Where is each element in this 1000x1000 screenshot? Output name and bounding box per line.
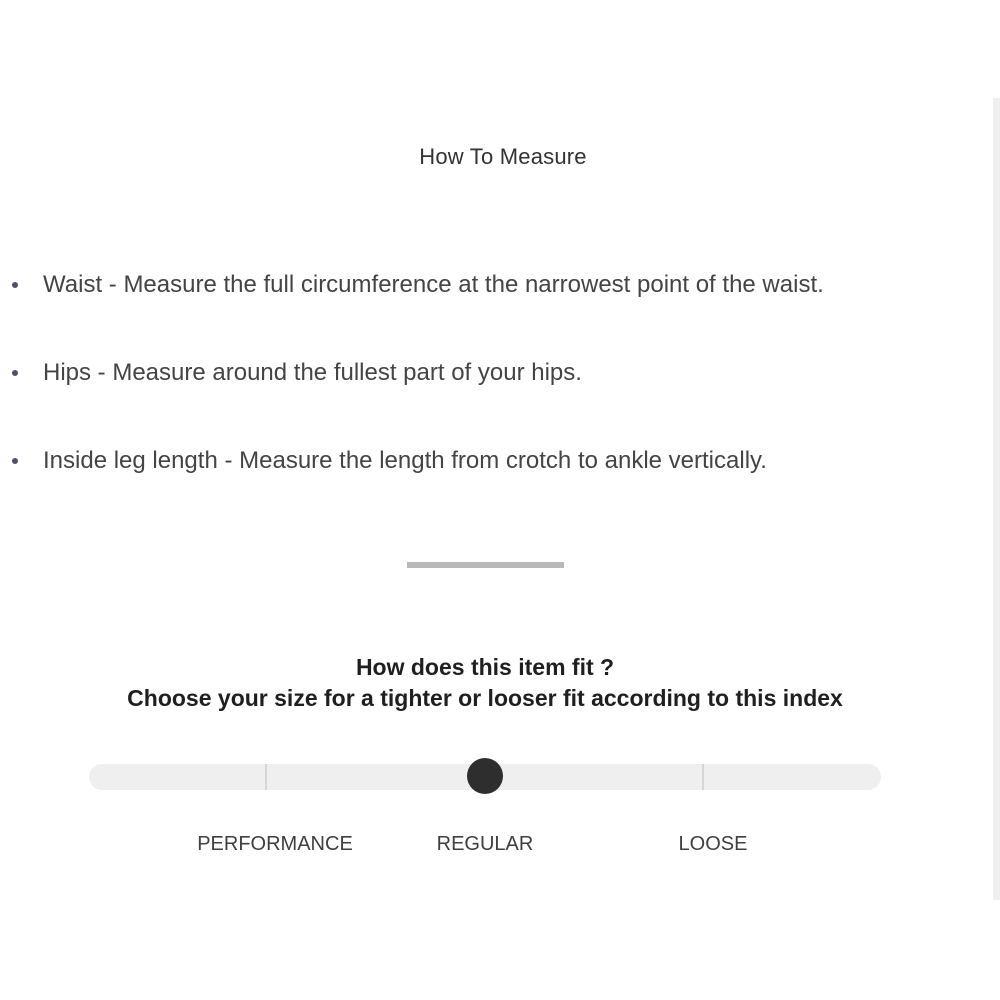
fit-slider-knob[interactable] [467,758,503,794]
measurement-list [0,265,993,529]
list-item-inside-leg [0,441,993,529]
measurement-text-inside-leg: Inside leg length - Measure the length from crotch to ankle vertically. [43,447,767,474]
fit-instruction: Choose your size for a tighter or looser fit according to this index [127,685,843,711]
section-divider [407,562,564,568]
fit-heading [0,652,970,714]
list-item-waist [0,265,993,353]
bullet-icon [12,458,18,464]
bullet-icon [12,282,18,288]
measurement-text-waist: Waist - Measure the full circumference at the narrowest point of the waist. [43,271,824,298]
fit-option-regular[interactable]: REGULAR [436,833,534,855]
fit-option-loose[interactable]: LOOSE [678,833,748,855]
list-item-hips [0,353,993,441]
bullet-icon [12,370,18,376]
fit-option-performance[interactable]: PERFORMANCE [197,833,353,855]
fit-question: How does this item fit ? [355,654,615,680]
panel-edge [993,98,1000,900]
track-tick [702,764,704,790]
page-title: How To Measure [419,144,587,169]
track-tick [265,764,267,790]
measurement-text-hips: Hips - Measure around the fullest part of your hips. [43,359,582,386]
